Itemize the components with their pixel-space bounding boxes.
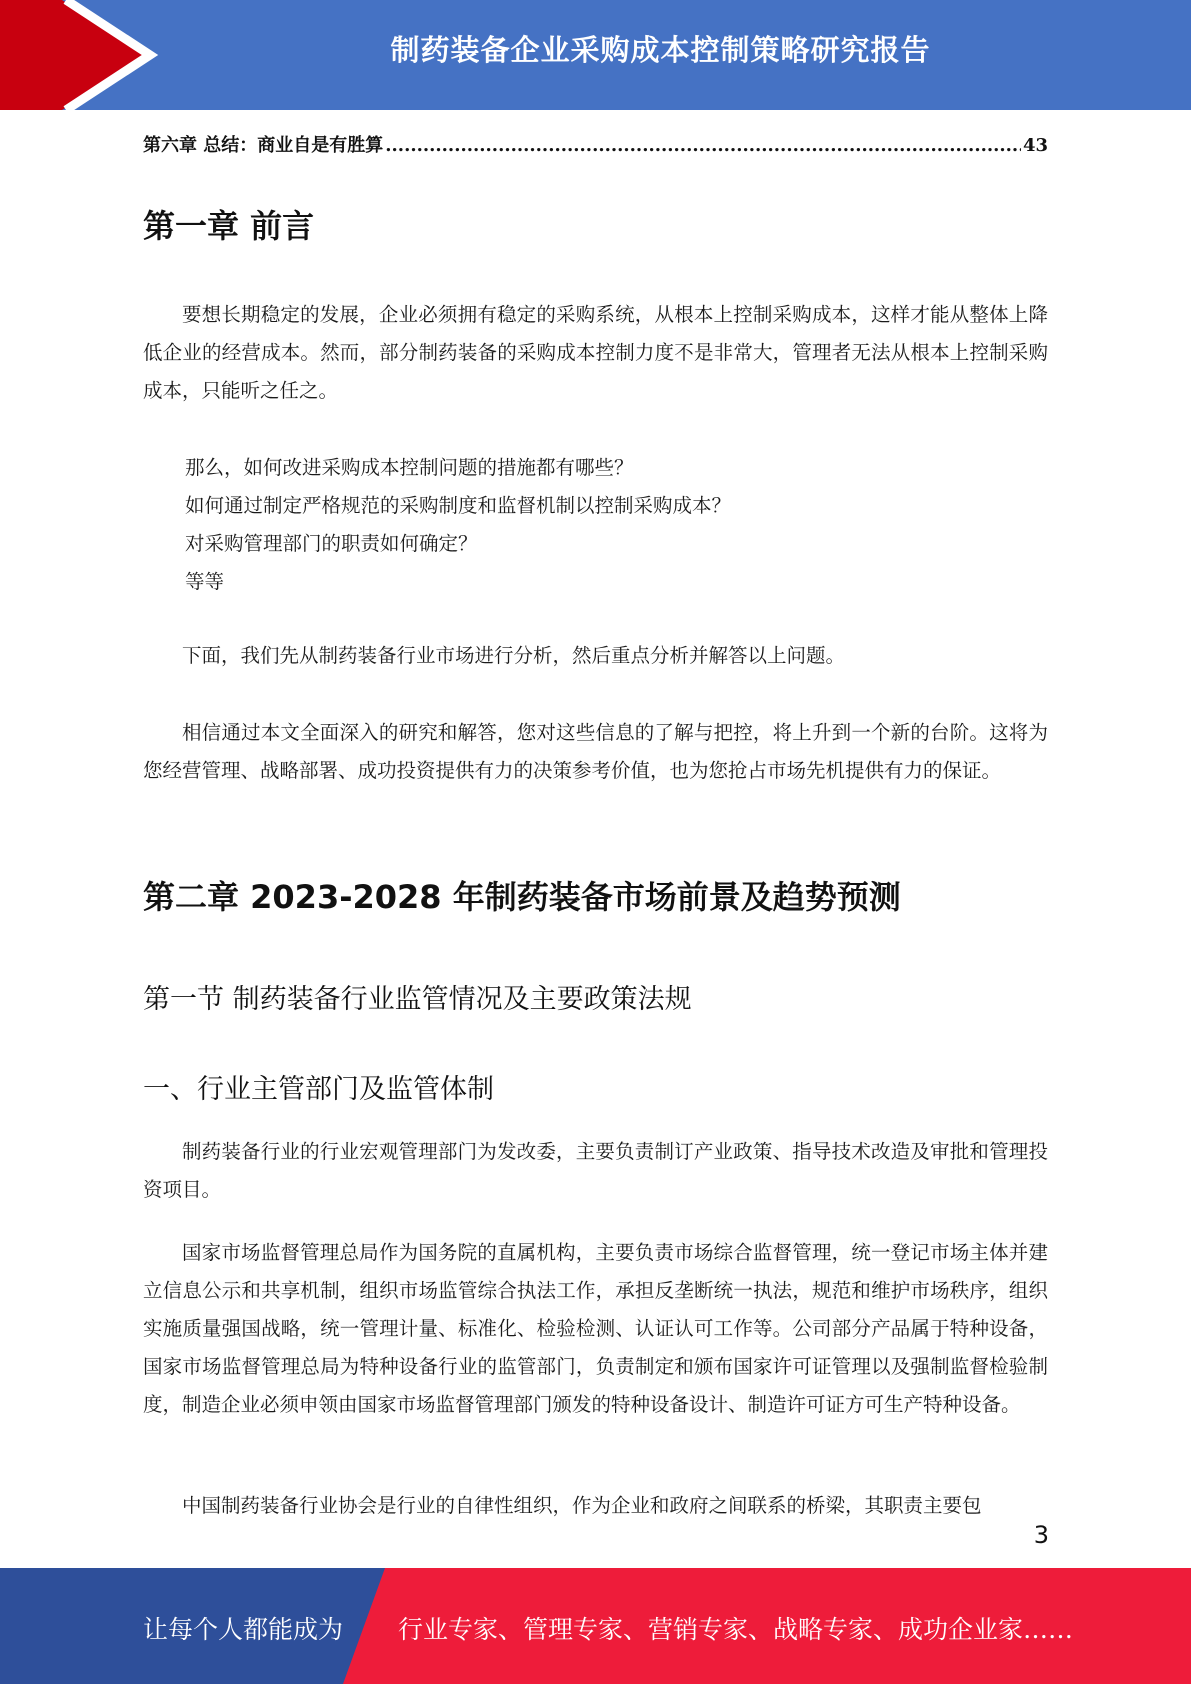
chapter-2-heading: 第二章 2023-2028 年制药装备市场前景及趋势预测 [143,878,901,916]
toc-dot-leader [385,135,1021,156]
chapter-1-heading: 第一章 前言 [143,207,315,245]
page-footer [0,1568,1191,1684]
question-line-3: 对采购管理部门的职责如何确定？ [185,532,478,555]
question-line-1: 那么，如何改进采购成本控制问题的措施都有哪些？ [185,456,634,479]
toc-entry-label: 第六章 总结：商业自是有胜算 [143,135,384,156]
section-1-heading: 第一节 制药装备行业监管情况及主要政策法规 [143,984,692,1015]
question-line-2: 如何通过制定严格规范的采购制度和监督机制以控制采购成本？ [185,494,732,517]
page-header [0,0,1191,110]
page-number: 3 [1033,1521,1049,1549]
toc-entry-page: 43 [1022,135,1048,156]
header-red-arrow [0,0,148,110]
question-line-4: 等等 [185,570,225,593]
chapter-1-paragraph-3: 相信通过本文全面深入的研究和解答，您对这些信息的了解与把控，将上升到一个新的台阶。这将为您经营管理、战略部署、成功投资提供有力的决策参考价值，也为您抢占市场先机提供有力的保证。 [143,721,1048,782]
footer-slogan-right: 行业专家、管理专家、营销专家、战略专家、成功企业家…… [398,1615,1074,1644]
chapter-2-paragraph-1: 制药装备行业的行业宏观管理部门为发改委，主要负责制订产业政策、指导技术改造及审批和管理投资项目。 [143,1140,1048,1201]
report-title: 制药装备企业采购成本控制策略研究报告 [390,33,931,67]
chapter-1-paragraph-2: 下面，我们先从制药装备行业市场进行分析，然后重点分析并解答以上问题。 [182,644,846,667]
subsection-1-heading: 一、行业主管部门及监管体制 [143,1074,494,1105]
footer-slogan-left: 让每个人都能成为 [143,1615,344,1644]
chapter-1-paragraph-1: 要想长期稳定的发展，企业必须拥有稳定的采购系统，从根本上控制采购成本，这样才能从整体上降低企业的经营成本。然而，部分制药装备的采购成本控制力度不是非常大，管理者无法从根本上控制采购成本，只能听之任之。 [143,303,1048,402]
chapter-2-paragraph-2: 国家市场监督管理总局作为国务院的直属机构，主要负责市场综合监督管理，统一登记市场主体并建立信息公示和共享机制，组织市场监管综合执法工作，承担反垄断统一执法，规范和维护市场秩序，组织实施质量强国战略，统一管理计量、标准化、检验检测、认证认可工作等。公司部分产品属于特种设备，国家市场监督管理总局为特种设备行业的监管部门，负责制定和颁布国家许可证管理以及强制监督检验制度，制造企业必须申领由国家市场监督管理部门颁发的特种设备设计、制造许可证方可生产特种设备。 [143,1241,1048,1416]
chapter-2-paragraph-3: 中国制药装备行业协会是行业的自律性组织，作为企业和政府之间联系的桥梁，其职责主要包 [182,1494,982,1517]
toc-entry-chapter-6[interactable] [143,131,1048,157]
